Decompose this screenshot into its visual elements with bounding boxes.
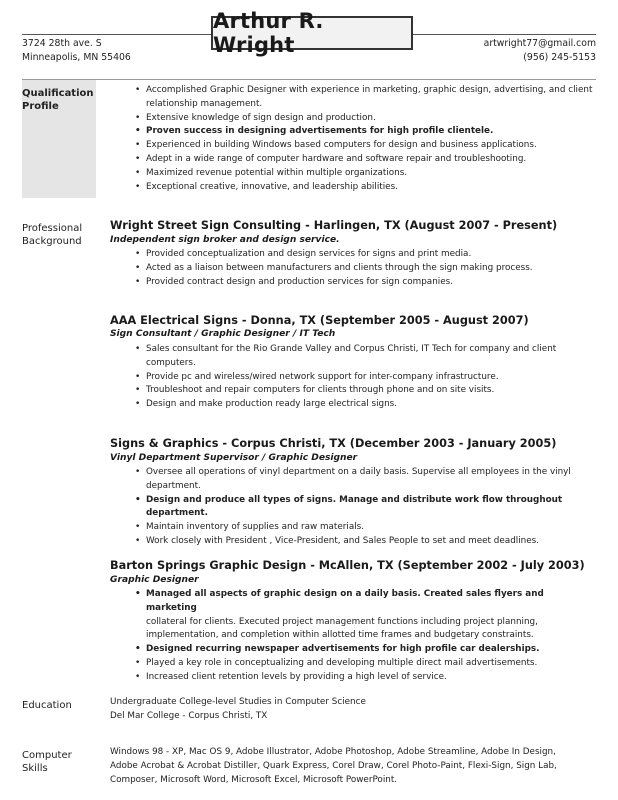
job-subtitle: Independent sign broker and design service.: [110, 235, 340, 245]
phone: (956) 245-5153: [523, 52, 596, 63]
education-line: Undergraduate College-level Studies in Computer Science: [110, 697, 366, 707]
job-subtitle: Graphic Designer: [110, 575, 199, 585]
education-label: Education: [22, 700, 72, 711]
list-item: • Troubleshoot and repair computers for clients through phone and on site visits.: [135, 384, 595, 398]
job-duties: [135, 466, 595, 549]
skills-text: [110, 746, 557, 787]
job-title: Barton Springs Graphic Design - McAllen, TX (September 2002 - July 2003): [110, 559, 585, 572]
qualification-list: [135, 84, 595, 194]
list-item: • Accomplished Graphic Designer with experience in marketing, graphic design, advertising, and client relationship management.: [135, 84, 595, 112]
skills-line: Composer, Microsoft Word, Microsoft Excel, Microsoft PowerPoint.: [110, 774, 398, 785]
job-title: AAA Electrical Signs - Donna, TX (September 2005 - August 2007): [110, 314, 529, 327]
address-block: [22, 37, 131, 65]
job-duties: [135, 343, 595, 412]
job-subtitle: Sign Consultant / Graphic Designer / IT Tech: [110, 329, 336, 339]
list-item: • Experienced in building Windows based computers for design and business applications.: [135, 139, 595, 153]
address-line-1: 3724 28th ave. S: [22, 38, 102, 49]
list-item: • Design and make production ready large electrical signs.: [135, 398, 595, 412]
list-item: • Acted as a liaison between manufacturers and clients through the sign making process.: [135, 262, 595, 276]
job-subtitle: Vinyl Department Supervisor / Graphic Designer: [110, 453, 358, 463]
list-item: • Provide pc and wireless/wired network support for inter-company infrastructure.: [135, 371, 595, 385]
job-title: Signs & Graphics - Corpus Christi, TX (December 2003 - January 2005): [110, 437, 557, 450]
contact-block: [484, 37, 596, 65]
job-title: Wright Street Sign Consulting - Harlingen, TX (August 2007 - Present): [110, 219, 558, 232]
person-name: Arthur R. Wright: [213, 9, 324, 57]
qualification-label: Qualification Profile: [22, 88, 94, 112]
list-item: • Work closely with President , Vice-President, and Sales People to set and meet deadlines.: [135, 535, 595, 549]
address-line-2: Minneapolis, MN 55406: [22, 52, 131, 63]
background-label: Professional Background: [22, 223, 83, 247]
education-text: [110, 696, 366, 724]
education-line: Del Mar College - Corpus Christi, TX: [110, 710, 268, 721]
list-item-continuation: collateral for clients. Executed project management functions including project planning, implementation, and completion within allotted time frames and budgetary constraints.: [146, 616, 538, 641]
list-item: • Managed all aspects of graphic design on a daily basis. Created sales flyers and marketing: [135, 588, 595, 616]
job-duties: [135, 248, 595, 289]
list-item: • Provided conceptualization and design services for signs and print media.: [135, 248, 595, 262]
job-duties: [135, 588, 595, 685]
list-item: • Designed recurring newspaper advertisements for high profile car dealerships.: [135, 643, 595, 657]
header-underline: [22, 79, 596, 80]
list-item: • Provided contract design and production services for sign companies.: [135, 276, 595, 290]
list-item: • Proven success in designing advertisements for high profile clientele.: [135, 125, 595, 139]
list-item: • Increased client retention levels by providing a high level of service.: [135, 671, 595, 685]
list-item: • Exceptional creative, innovative, and leadership abilities.: [135, 181, 595, 195]
name-box: [211, 9, 413, 57]
skills-line: Windows 98 - XP, Mac OS 9, Adobe Illustrator, Adobe Photoshop, Adobe Streamline, Adobe In Design,: [110, 747, 556, 757]
list-item: • Oversee all operations of vinyl department on a daily basis. Supervise all employees in the vinyl department.: [135, 466, 595, 494]
skills-label: Computer Skills: [22, 750, 72, 774]
email[interactable]: artwright77@gmail.com: [483, 38, 596, 49]
list-item: • Sales consultant for the Rio Grande Valley and Corpus Christi, IT Tech for company and client computers.: [135, 343, 595, 371]
list-item: • Maximized revenue potential within multiple organizations.: [135, 167, 595, 181]
skills-line: Adobe Acrobat & Acrobat Distiller, Quark Express, Corel Draw, Corel Photo-Paint, Flexi-Sign, Sign Lab,: [110, 760, 557, 771]
list-item: • Adept in a wide range of computer hardware and software repair and troubleshooting.: [135, 153, 595, 167]
list-item: • Maintain inventory of supplies and raw materials.: [135, 521, 595, 535]
list-item: • Extensive knowledge of sign design and production.: [135, 112, 595, 126]
list-item: • Played a key role in conceptualizing and developing multiple direct mail advertisements.: [135, 657, 595, 671]
list-item: • Design and produce all types of signs. Manage and distribute work flow throughout department.: [135, 494, 595, 522]
